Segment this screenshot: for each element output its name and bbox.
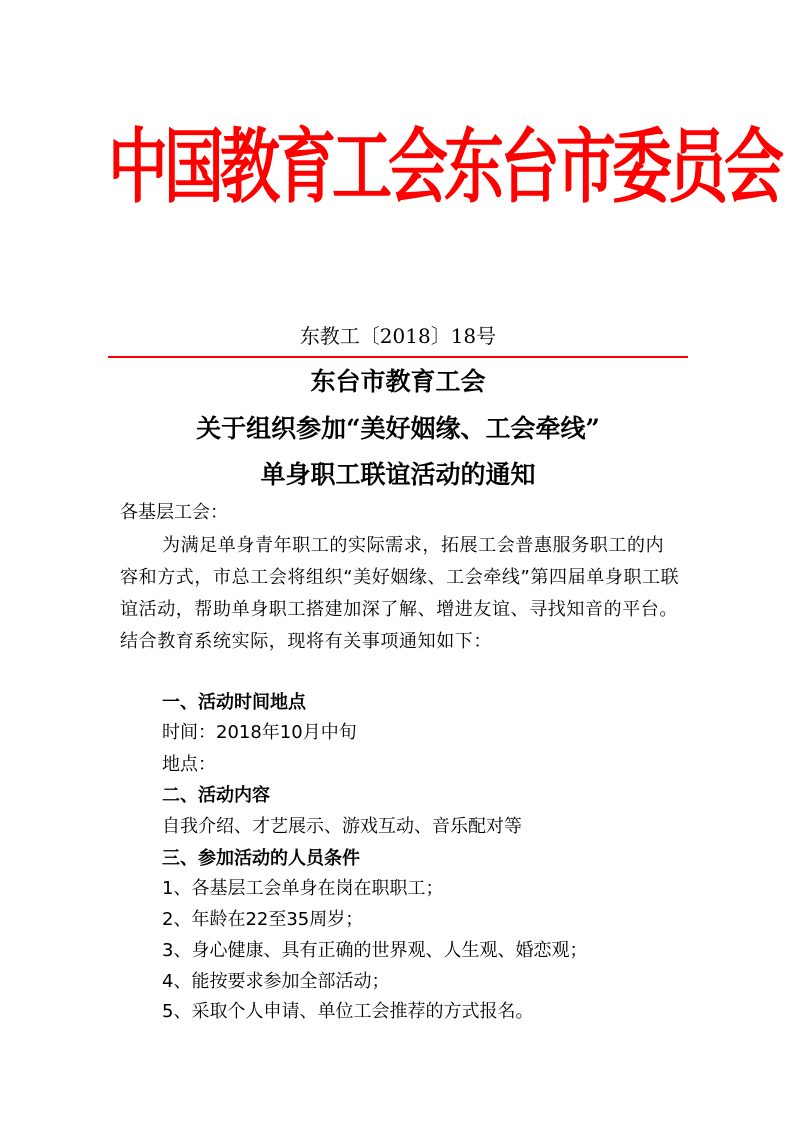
title-line-1: 东台市教育工会 xyxy=(310,367,486,396)
salutation: 各基层工会： xyxy=(120,502,228,523)
list-item: 5、采取个人申请、单位工会推荐的方式报名。 xyxy=(162,1001,534,1022)
section-3-heading: 三、参加活动的人员条件 xyxy=(162,848,360,869)
list-item: 1、各基层工会单身在岗在职职工； xyxy=(162,878,444,899)
list-item: 3、身心健康、具有正确的世界观、人生观、婚恋观； xyxy=(162,940,588,961)
list-item: 4、能按要求参加全部活动； xyxy=(162,971,390,992)
document-number: 东教工〔2018〕18号 xyxy=(299,324,497,348)
section-1-time: 时间：2018年10月中旬 xyxy=(162,722,357,743)
list-item: 2、年龄在22至35周岁； xyxy=(162,909,364,930)
red-divider-rule xyxy=(108,356,688,358)
section-1-heading: 一、活动时间地点 xyxy=(162,692,306,713)
section-1-place: 地点： xyxy=(162,754,216,775)
masthead-title: 中国教育工会东台市委员会 xyxy=(108,120,780,216)
title-line-3: 单身职工联谊活动的通知 xyxy=(260,460,536,489)
intro-paragraph: 为满足单身青年职工的实际需求，拓展工会普惠服务职工的内容和方式，市总工会将组织“美好姻缘、工会牵线”第四届单身职工联谊活动，帮助单身职工搭建加深了解、增进友谊、寻找知音的平台。结合教育系统实际，现将有关事项通知如下： xyxy=(120,535,680,652)
section-2-content: 自我介绍、才艺展示、游戏互动、音乐配对等 xyxy=(162,816,522,837)
title-line-2: 关于组织参加“美好姻缘、工会牵线” xyxy=(196,414,600,443)
section-2-heading: 二、活动内容 xyxy=(162,785,270,806)
